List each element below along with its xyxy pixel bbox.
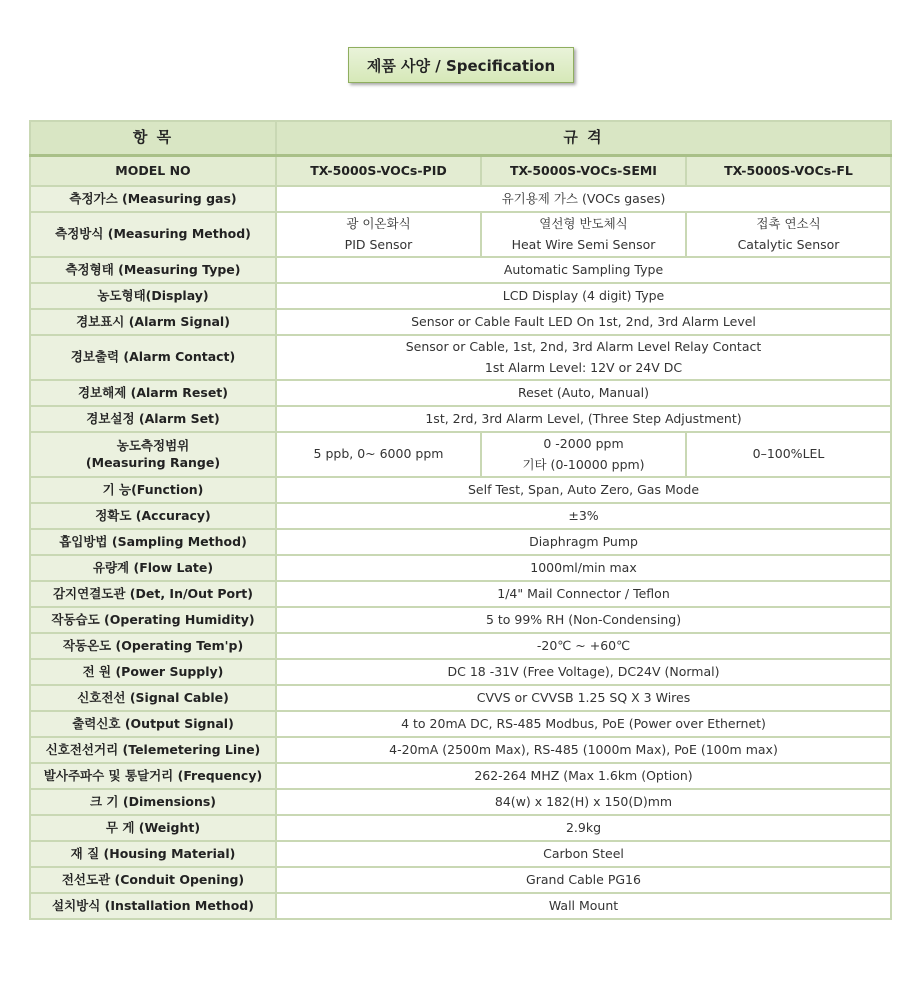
table-row <box>30 789 891 815</box>
header-item: 항 목 <box>30 121 276 155</box>
model-no-label: MODEL NO <box>30 155 276 186</box>
row-value: Reset (Auto, Manual) <box>276 380 891 406</box>
row-label: 무 게 (Weight) <box>30 815 276 841</box>
table-row <box>30 309 891 335</box>
row-value: 1/4" Mail Connector / Teflon <box>276 581 891 607</box>
table-row <box>30 335 891 380</box>
table-row <box>30 867 891 893</box>
row-value: CVVS or CVVSB 1.25 SQ X 3 Wires <box>276 685 891 711</box>
table-row <box>30 581 891 607</box>
model-row <box>30 155 891 186</box>
table-row <box>30 659 891 685</box>
row-value: 1st, 2rd, 3rd Alarm Level, (Three Step Adjustment) <box>276 406 891 432</box>
model-pid: TX-5000S-VOCs-PID <box>276 155 481 186</box>
table-row <box>30 815 891 841</box>
range-fl: 0–100%LEL <box>686 432 891 477</box>
row-label: 전 원 (Power Supply) <box>30 659 276 685</box>
table-row <box>30 283 891 309</box>
row-value: 84(w) x 182(H) x 150(D)mm <box>276 789 891 815</box>
row-label: 재 질 (Housing Material) <box>30 841 276 867</box>
method-fl: 접촉 연소식 Catalytic Sensor <box>686 212 891 257</box>
table-row <box>30 737 891 763</box>
table-row <box>30 477 891 503</box>
model-fl: TX-5000S-VOCs-FL <box>686 155 891 186</box>
row-label: 측정방식 (Measuring Method) <box>30 212 276 257</box>
page-title: 제품 사양 / Specification <box>348 47 574 83</box>
table-row <box>30 685 891 711</box>
table-row <box>30 432 891 477</box>
row-label: 경보표시 (Alarm Signal) <box>30 309 276 335</box>
table-header-row <box>30 121 891 155</box>
table-row <box>30 212 891 257</box>
row-label: 정확도 (Accuracy) <box>30 503 276 529</box>
row-label: 작동습도 (Operating Humidity) <box>30 607 276 633</box>
row-label: 전선도관 (Conduit Opening) <box>30 867 276 893</box>
method-pid: 광 이온화식 PID Sensor <box>276 212 481 257</box>
row-label: 감지연결도관 (Det, In/Out Port) <box>30 581 276 607</box>
row-label: 신호전선거리 (Telemetering Line) <box>30 737 276 763</box>
row-label: 작동온도 (Operating Tem'p) <box>30 633 276 659</box>
row-label: 측정형태 (Measuring Type) <box>30 257 276 283</box>
row-label: 출력신호 (Output Signal) <box>30 711 276 737</box>
table-row <box>30 841 891 867</box>
row-label: 흡입방법 (Sampling Method) <box>30 529 276 555</box>
row-value: Grand Cable PG16 <box>276 867 891 893</box>
specification-table <box>29 120 892 920</box>
row-value: Carbon Steel <box>276 841 891 867</box>
table-row <box>30 406 891 432</box>
row-label: 크 기 (Dimensions) <box>30 789 276 815</box>
row-value: 유기용제 가스 (VOCs gases) <box>276 186 891 212</box>
row-value: Self Test, Span, Auto Zero, Gas Mode <box>276 477 891 503</box>
table-row <box>30 607 891 633</box>
row-value: Sensor or Cable, 1st, 2nd, 3rd Alarm Level Relay Contact 1st Alarm Level: 12V or 24V DC <box>276 335 891 380</box>
table-row <box>30 633 891 659</box>
row-label: 경보설정 (Alarm Set) <box>30 406 276 432</box>
table-row <box>30 380 891 406</box>
row-value: 4 to 20mA DC, RS-485 Modbus, PoE (Power over Ethernet) <box>276 711 891 737</box>
row-value: Sensor or Cable Fault LED On 1st, 2nd, 3rd Alarm Level <box>276 309 891 335</box>
row-label: 발사주파수 및 통달거리 (Frequency) <box>30 763 276 789</box>
row-label: 경보출력 (Alarm Contact) <box>30 335 276 380</box>
table-row <box>30 529 891 555</box>
row-value: ±3% <box>276 503 891 529</box>
table-row <box>30 555 891 581</box>
row-value: DC 18 -31V (Free Voltage), DC24V (Normal) <box>276 659 891 685</box>
table-row <box>30 503 891 529</box>
row-label: 유량계 (Flow Late) <box>30 555 276 581</box>
row-label: 농도형태(Display) <box>30 283 276 309</box>
model-semi: TX-5000S-VOCs-SEMI <box>481 155 686 186</box>
row-label: 신호전선 (Signal Cable) <box>30 685 276 711</box>
row-value: LCD Display (4 digit) Type <box>276 283 891 309</box>
row-value: Automatic Sampling Type <box>276 257 891 283</box>
row-value: -20℃ ~ +60℃ <box>276 633 891 659</box>
row-value: 262-264 MHZ (Max 1.6km (Option) <box>276 763 891 789</box>
row-value: 4-20mA (2500m Max), RS-485 (1000m Max), PoE (100m max) <box>276 737 891 763</box>
row-value: 5 to 99% RH (Non-Condensing) <box>276 607 891 633</box>
row-label: 기 능(Function) <box>30 477 276 503</box>
range-pid: 5 ppb, 0~ 6000 ppm <box>276 432 481 477</box>
row-label: 설치방식 (Installation Method) <box>30 893 276 919</box>
range-semi: 0 -2000 ppm 기타 (0-10000 ppm) <box>481 432 686 477</box>
header-spec: 규 격 <box>276 121 891 155</box>
table-row <box>30 257 891 283</box>
row-value: 2.9kg <box>276 815 891 841</box>
row-value: Diaphragm Pump <box>276 529 891 555</box>
row-label: 농도측정범위 (Measuring Range) <box>30 432 276 477</box>
row-label: 경보해제 (Alarm Reset) <box>30 380 276 406</box>
row-value: 1000ml/min max <box>276 555 891 581</box>
table-row <box>30 186 891 212</box>
row-value: Wall Mount <box>276 893 891 919</box>
table-row <box>30 711 891 737</box>
table-row <box>30 763 891 789</box>
method-semi: 열선형 반도체식 Heat Wire Semi Sensor <box>481 212 686 257</box>
row-label: 측정가스 (Measuring gas) <box>30 186 276 212</box>
table-row <box>30 893 891 919</box>
